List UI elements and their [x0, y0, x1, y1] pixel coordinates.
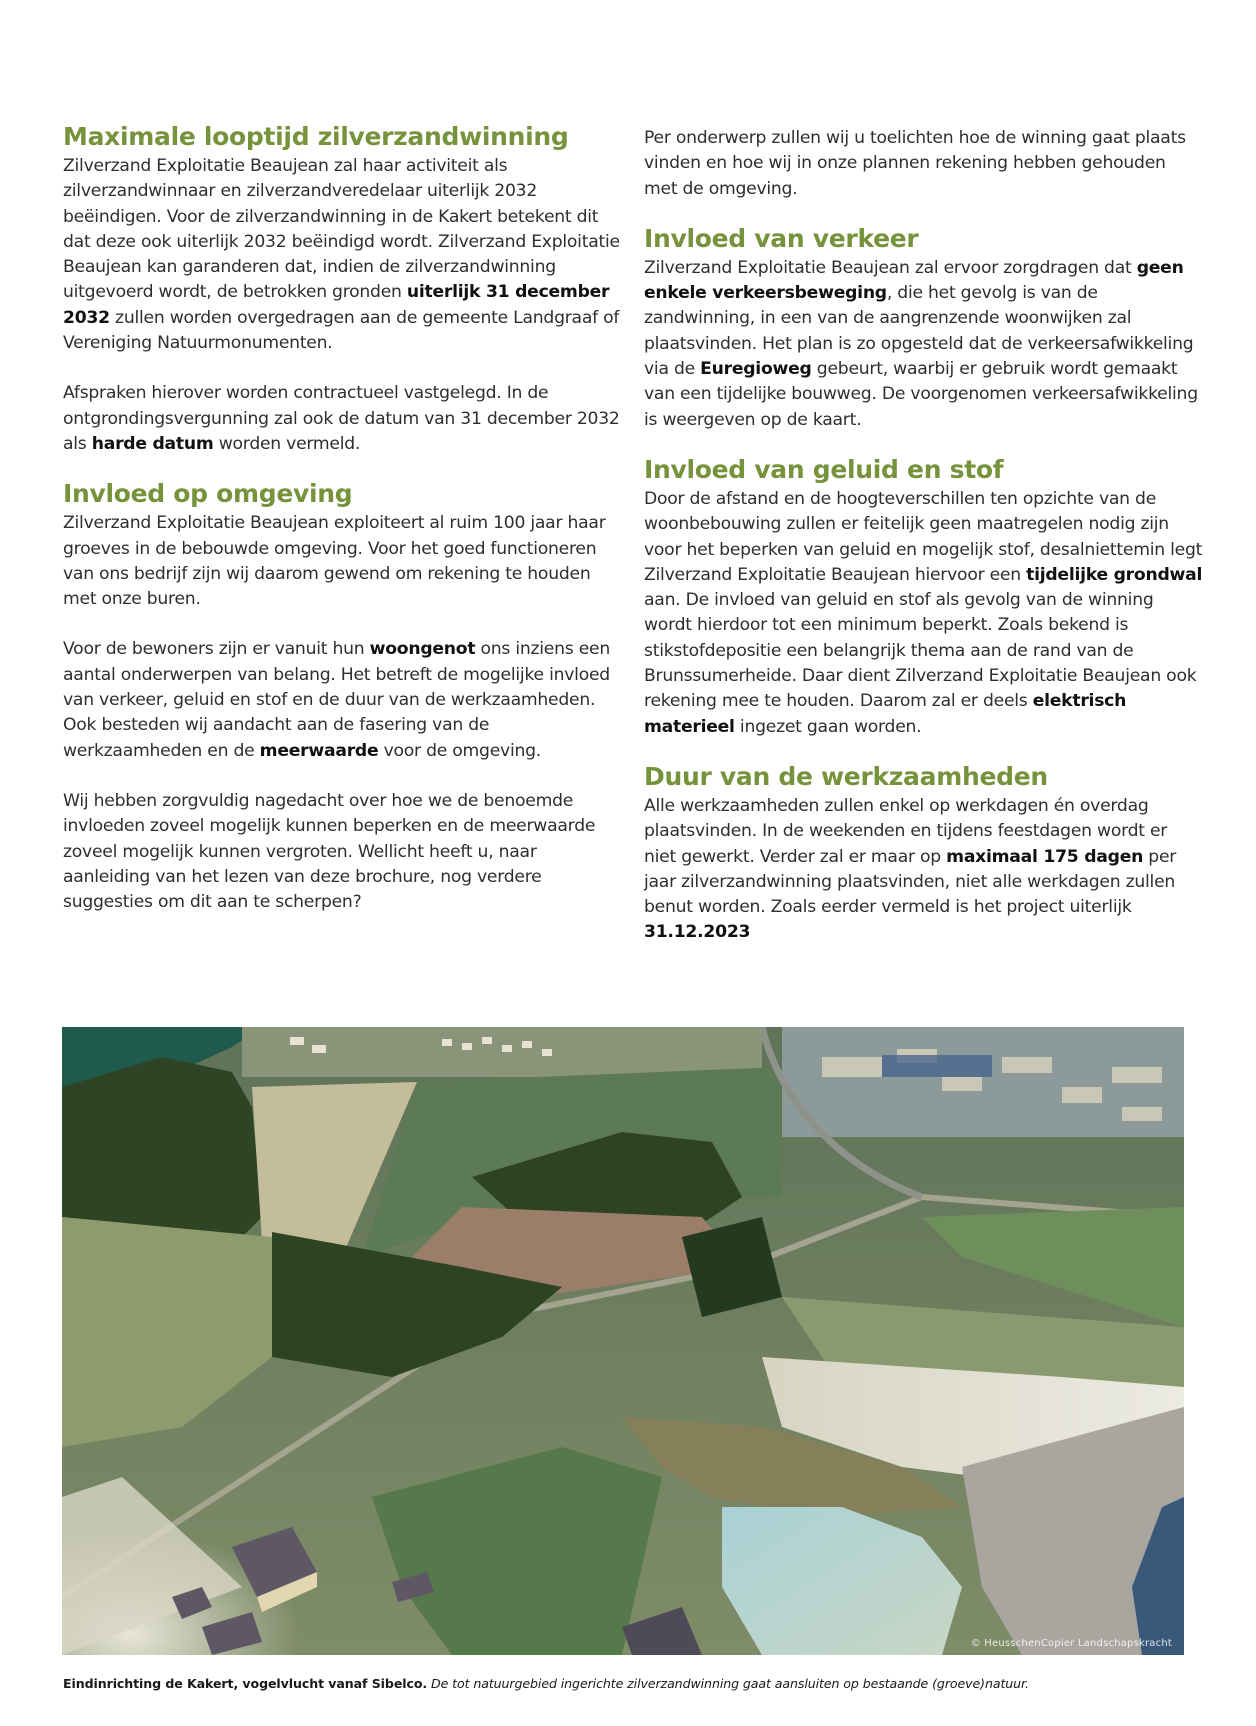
- heading-geluid-stof: Invloed van geluid en stof: [644, 454, 1004, 484]
- caption-description: De tot natuurgebied ingerichte zilverzandwinning gaat aansluiten op bestaande (groeve)natuur.: [430, 1676, 1029, 1691]
- photo-copyright: © HeusschenCopier Landschapskracht: [970, 1638, 1172, 1649]
- paragraph-exploiteert: Zilverzand Exploitatie Beaujean exploiteert al ruim 100 jaar haar groeves in de bebouwde omgeving. Voor het goed functioneren van ons bedrijf zijn wij daarom gewend om rekening te houden met onze buren.: [63, 513, 606, 610]
- paragraph-verkeer: Zilverzand Exploitatie Beaujean zal ervoor zorgdragen dat geen enkele verkeersbeweging, die het gevolg is van de zandwinning, in een van de aangrenzende woonwijken zal plaatsvinden. Het plan is zo opgesteld dat de verkeersafwikkeling via de Euregioweg gebeurt, waarbij er gebruik wordt gemaakt van een tijdelijke bouwweg. De voorgenomen verkeersafwikkeling is weergeven op de kaart.: [644, 257, 1198, 430]
- heading-maximale-looptijd: Maximale looptijd zilverzandwinning: [63, 122, 569, 151]
- aerial-landscape-illustration: [62, 1027, 1184, 1655]
- paragraph-afspraken: Afspraken hierover worden contractueel vastgelegd. In de ontgrondingsvergunning zal ook de datum van 31 december 2032 als harde datum worden vermeld.: [63, 383, 620, 454]
- heading-duur-werkzaamheden: Duur van de werkzaamheden: [644, 761, 1048, 791]
- photo-caption: [63, 1676, 1193, 1692]
- aerial-photo: [62, 1027, 1184, 1655]
- heading-invloed-verkeer: Invloed van verkeer: [644, 223, 919, 253]
- right-column: [644, 126, 1204, 946]
- paragraph-duur: Alle werkzaamheden zullen enkel op werkdagen én overdag plaatsvinden. In de weekenden en tijdens feestdagen wordt er niet gewerkt. Verder zal er maar op maximaal 175 dagen per jaar zilverzandwinning plaatsvinden, niet alle werkdagen zullen benut worden. Zoals eerder vermeld is het project uiterlijk 31.12.2023: [644, 795, 1177, 943]
- heading-invloed-omgeving: Invloed op omgeving: [63, 479, 353, 509]
- paragraph-zorgvuldig: Wij hebben zorgvuldig nagedacht over hoe we de benoemde invloeden zoveel mogelijk kunnen beperken en de meerwaarde zoveel mogelijk kunnen vergroten. Wellicht heeft u, naar aanleiding van het lezen van deze brochure, nog verdere suggesties om dit aan te scherpen?: [63, 790, 596, 913]
- paragraph-intro: Per onderwerp zullen wij u toelichten hoe de winning gaat plaats vinden en hoe wij in onze plannen rekening hebben gehouden met de omgeving.: [644, 128, 1186, 199]
- paragraph-bewoners: Voor de bewoners zijn er vanuit hun woongenot ons inziens een aantal onderwerpen van belang. Het betreft de mogelijke invloed van verkeer, geluid en stof en de duur van de werkzaamheden. Ook besteden wij aandacht aan de fasering van de werkzaamheden en de meerwaarde voor de omgeving.: [63, 639, 610, 761]
- left-column: [63, 122, 623, 915]
- paragraph-looptijd: Zilverzand Exploitatie Beaujean zal haar activiteit als zilverzandwinnaar en zilverzandveredelaar uiterlijk 2032 beëindigen. Voor de zilverzandwinning in de Kakert betekent dit dat deze ook uiterlijk 2032 beëindigd wordt. Zilverzand Exploitatie Beaujean kan garanderen dat, indien de zilverzandwinning uitgevoerd wordt, de betrokken gronden uiterlijk 31 december 2032 zullen worden overgedragen aan de gemeente Landgraaf of Vereniging Natuurmonumenten.: [63, 156, 620, 354]
- caption-title: Eindinrichting de Kakert, vogelvlucht vanaf Sibelco.: [63, 1676, 428, 1691]
- paragraph-geluid-stof: Door de afstand en de hoogteverschillen ten opzichte van de woonbebouwing zullen er feitelijk geen maatregelen nodig zijn voor het beperken van geluid en mogelijk stof, desalniettemin legt Zilverzand Exploitatie Beaujean hiervoor een tijdelijke grondwal aan. De invloed van geluid en stof als gevolg van de winning wordt hierdoor tot een minimum beperkt. Zoals bekend is stikstofdepositie een belangrijk thema aan de rand van de Brunssumerheide. Daar dient Zilverzand Exploitatie Beaujean ook rekening mee te houden. Daarom zal er deels elektrisch materieel ingezet gaan worden.: [644, 488, 1203, 737]
